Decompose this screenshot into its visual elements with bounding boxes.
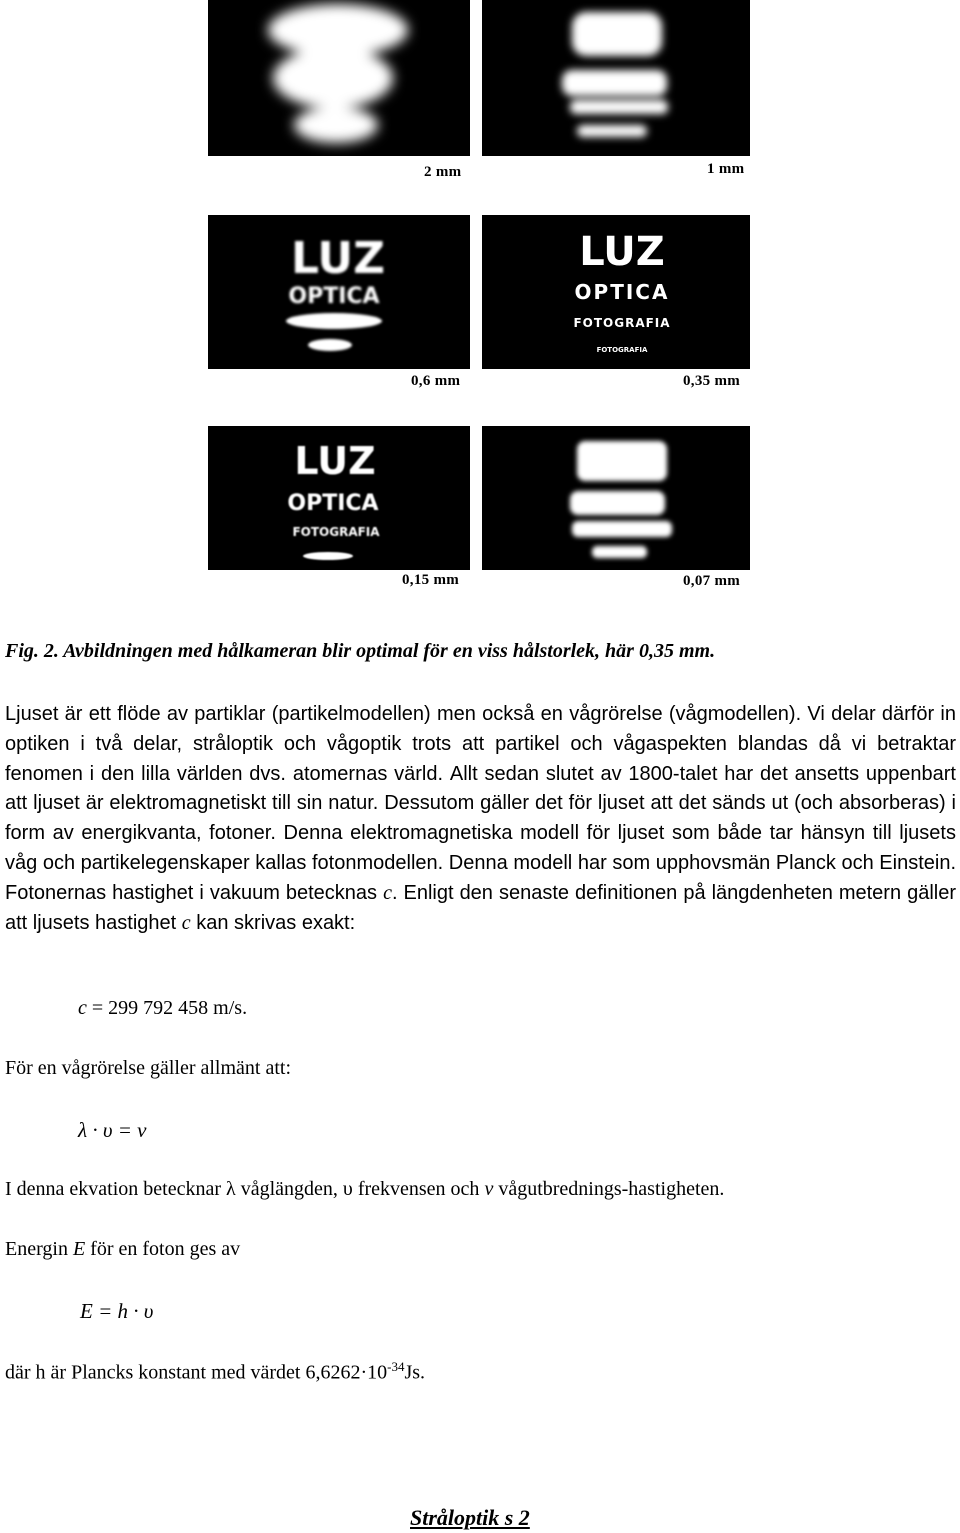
definition-text: vågutbrednings-hastigheten.: [493, 1178, 725, 1200]
wave-definition: [5, 1178, 724, 1201]
speed-of-light-equation: [78, 997, 247, 1020]
letters-art: [208, 426, 470, 570]
symbol-E: E: [72, 1238, 86, 1260]
energy-text: Energin: [5, 1238, 73, 1260]
pinhole-image-0-35mm: [482, 215, 750, 369]
figure-caption: Fig. 2. Avbildningen med hålkameran blir optimal för en viss hålstorlek, här 0,35 mm.: [5, 640, 716, 662]
panel-label: 0,35 mm: [683, 373, 741, 389]
letters-art: [482, 215, 750, 369]
pinhole-image-0-6mm: [208, 215, 470, 369]
svg-text:OPTICA: OPTICA: [288, 284, 380, 309]
speed-value: = 299 792 458 m/s.: [86, 997, 248, 1019]
paragraph-text: kan skrivas exakt:: [190, 911, 356, 934]
symbol-c: c: [181, 911, 191, 934]
svg-text:FOTOGRAFIA: FOTOGRAFIA: [573, 316, 671, 330]
planck-constant-line: [5, 1359, 425, 1385]
energy-equation: E = h · υ: [80, 1299, 154, 1323]
paragraph-text: Allt sedan slutet av 1800-talet har det ansetts uppenbart att ljuset är elektromagnetiskt till sin natur. Dessutom gäller det för ljuset att det sänds ut (och absorberas) i form av energikvanta, fotoner. Denna elektromagnetiska modell för ljuset som både tar hänsyn till ljusets våg och partikelegenskaper kallas fotonmodellen. Denna modell har som upphovsmän Planck och Einstein. Fotonernas hastighet i vakuum betecknas: [5, 762, 956, 904]
symbol-c: c: [383, 881, 392, 904]
panel-label: 0,15 mm: [402, 572, 460, 588]
page-footer: Stråloptik s 2: [410, 1505, 530, 1530]
definition-text: våglängden,: [235, 1178, 343, 1200]
svg-text:OPTICA: OPTICA: [287, 491, 379, 516]
blurred-letters-art: [482, 0, 750, 156]
symbol-nu: υ: [342, 1178, 353, 1200]
definition-text: frekvensen och: [352, 1178, 485, 1200]
wave-equation: λ · υ = v: [78, 1118, 147, 1142]
panel-label: 1 mm: [707, 161, 745, 177]
intro-paragraph: [5, 700, 956, 938]
energy-intro: [5, 1238, 240, 1261]
symbol-lambda: λ: [226, 1178, 236, 1200]
svg-text:FOTOGRAFIA: FOTOGRAFIA: [596, 346, 648, 354]
energy-text: för en foton ges av: [85, 1238, 241, 1260]
svg-text:LUZ: LUZ: [294, 439, 376, 483]
svg-text:LUZ: LUZ: [290, 233, 386, 284]
noisy-letters-art: [482, 426, 750, 570]
symbol-v: v: [484, 1178, 494, 1200]
svg-text:OPTICA: OPTICA: [574, 280, 670, 304]
definition-text: I denna ekvation betecknar: [5, 1178, 227, 1200]
svg-text:LUZ: LUZ: [579, 229, 665, 275]
planck-text: där h är Plancks konstant med värdet 6,6262·10: [5, 1361, 388, 1384]
paragraph-text: Ljuset är ett flöde av partiklar (partikelmodellen) men också en vågrörelse (vågmodellen). Vi delar därför in optiken i två delar, stråloptik och vågoptik trots att partikel och vågaspekten blandas då vi betraktar fenomen i den lilla världen dvs. atomernas värld.: [5, 703, 956, 785]
panel-label: 0,07 mm: [683, 573, 741, 589]
svg-text:FOTOGRAFIA: FOTOGRAFIA: [292, 525, 380, 539]
panel-label: 0,6 mm: [411, 373, 461, 389]
planck-unit: Js.: [404, 1361, 426, 1384]
wave-intro: För en vågrörelse gäller allmänt att:: [5, 1057, 292, 1079]
pinhole-image-0-07mm: [482, 426, 750, 570]
blurred-letters-art: [208, 0, 470, 156]
pinhole-image-0-15mm: [208, 426, 470, 570]
pinhole-image-2mm: [208, 0, 470, 156]
planck-exponent: -34: [387, 1359, 405, 1374]
pinhole-image-1mm: [482, 0, 750, 156]
symbol-c: c: [78, 997, 87, 1019]
panel-label: 2 mm: [424, 164, 462, 180]
paragraph-text: . Enligt den senaste definitionen på längdenheten metern gäller att ljusets hastighet: [5, 881, 956, 934]
letters-art: [208, 215, 470, 369]
